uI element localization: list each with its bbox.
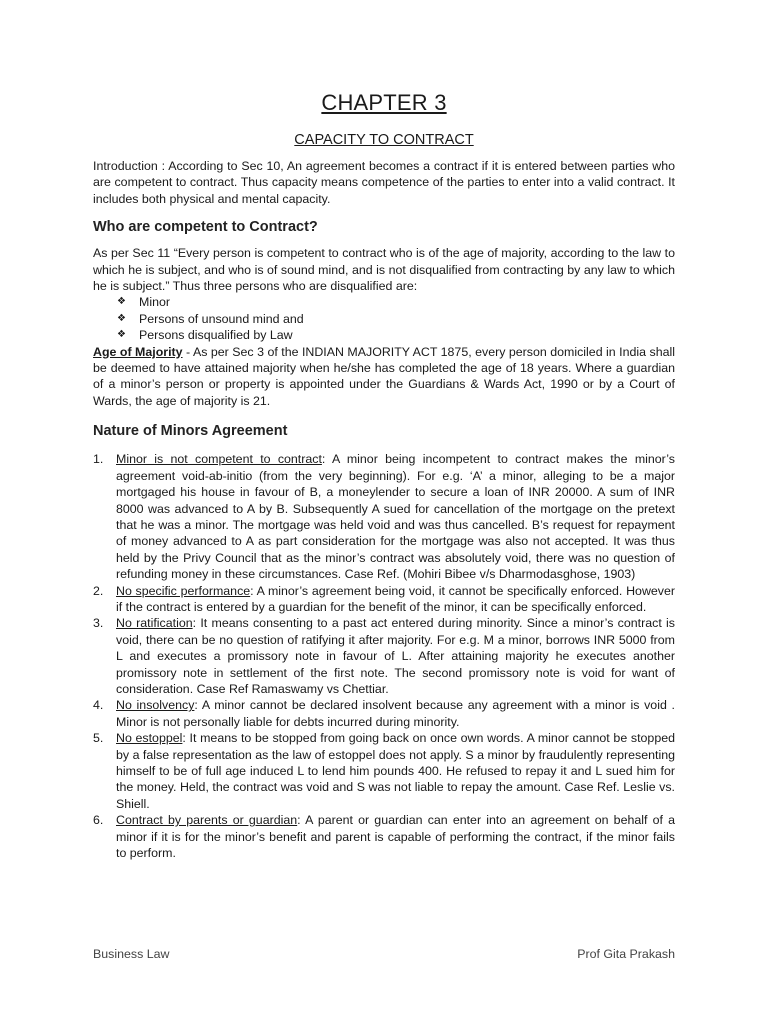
- item-body: [116, 615, 675, 697]
- item-number: 5.: [93, 731, 104, 746]
- item-body: [116, 451, 675, 582]
- list-item: [93, 583, 675, 616]
- item-body: [116, 730, 675, 812]
- competent-heading: Who are competent to Contract?: [93, 219, 318, 236]
- list-item: [117, 294, 675, 310]
- list-item: [117, 311, 675, 327]
- item-text: : It means to be stopped from going back on once own words. A minor cannot be stopped by a false representation as the law of estoppel does not apply. S a minor by fraudulently representing himself to be of full age induced L to lend him pounds 400. He refused to repay it and L sued him for the money. Held, the contract was void and S was not liable to repay the amount. Case Ref. Leslie vs. Shiell.: [116, 731, 675, 811]
- item-title: No ratification: [116, 616, 193, 631]
- list-item-text: Minor: [139, 295, 170, 310]
- footer-course: Business Law: [93, 947, 170, 961]
- item-number: 3.: [93, 616, 104, 631]
- item-text: : It means consenting to a past act entered during minority. Since a minor’s contract is void, there can be no question of ratifying it after majority. For e.g. M a minor, borrows INR 5000 from L and executes a promissory note in favour of L. After attaining majority he executes another promissory note in settlement of the first note. The second promissory note is void for want of consideration. Case Ref Ramaswamy vs Chettiar.: [116, 616, 675, 696]
- item-title: No estoppel: [116, 731, 183, 746]
- chapter-subtitle: CAPACITY TO CONTRACT: [294, 132, 474, 148]
- item-title: No insolvency: [116, 698, 195, 713]
- item-number: 2.: [93, 583, 104, 598]
- list-item: [93, 615, 675, 697]
- diamond-bullet-icon: ❖: [117, 312, 126, 324]
- chapter-title: CHAPTER 3: [321, 90, 447, 115]
- page-footer: [93, 947, 675, 961]
- item-title: No specific performance: [116, 583, 251, 598]
- intro-paragraph: Introduction : According to Sec 10, An agreement becomes a contract if it is entered between parties who are competent to contract. Thus capacity means competence of the parties to enter into a valid contract. It includes both physical and mental capacity.: [93, 159, 675, 206]
- footer-author: Prof Gita Prakash: [577, 947, 675, 961]
- item-title: Minor is not competent to contract: [116, 452, 322, 467]
- item-body: [116, 812, 675, 861]
- list-item: [93, 451, 675, 582]
- disqualified-list: [93, 294, 675, 343]
- age-of-majority-paragraph: [93, 344, 675, 410]
- list-item: [93, 812, 675, 861]
- list-item-text: Persons disqualified by Law: [139, 328, 293, 343]
- list-item: [117, 327, 675, 343]
- list-item-text: Persons of unsound mind and: [139, 311, 304, 326]
- item-text: : A parent or guardian can enter into an agreement on behalf of a minor if it is for the minor’s benefit and parent is capable of performing the contract, if the minor fails to perform.: [116, 813, 675, 861]
- nature-heading: Nature of Minors Agreement: [93, 423, 288, 440]
- item-body: [116, 583, 675, 616]
- page-content: [93, 88, 675, 861]
- item-text: : A minor cannot be declared insolvent because any agreement with a minor is void . Minor is not personally liable for debts incurred during minority.: [116, 698, 676, 729]
- age-of-majority-label: Age of Majority: [93, 344, 183, 359]
- item-number: 6.: [93, 813, 104, 828]
- item-text: : A minor’s agreement being void, it cannot be specifically enforced. However if the contract is entered by a guardian for the benefit of the minor, it can be specifically enforced.: [116, 583, 675, 614]
- list-item: [93, 697, 675, 730]
- list-item: [93, 730, 675, 812]
- item-body: [116, 697, 675, 730]
- diamond-bullet-icon: ❖: [117, 296, 126, 308]
- diamond-bullet-icon: ❖: [117, 329, 126, 341]
- competent-paragraph: As per Sec 11 “Every person is competent to contract who is of the age of majority, according to the law to which he is subject, and who is of sound mind, and is not disqualified from contracting by any law to which he is subject.” Thus three persons who are disqualified are:: [93, 246, 675, 294]
- nature-list: [93, 451, 675, 861]
- item-title: Contract by parents or guardian: [116, 813, 298, 828]
- item-number: 4.: [93, 698, 104, 713]
- item-text: : A minor being incompetent to contract makes the minor’s agreement void-ab-initio (from the very beginning). For e.g. ‘A’ a minor, alleging to be a major mortgaged his house in favour of B, a moneylender to secure a loan of INR 20000. A sum of INR 8000 was advanced to A by B. Subsequently A sued for cancellation of the mortgage on the pretext that he was a minor. The mortgage was held void and was thus cancelled. B’s request for repayment of money advanced to A as part consideration for the mortgage was also not accepted. It was thus held by the Privy Council that as the minor’s contract was absolutely void, there was no question of refunding money in these circumstances. Case Ref. (Mohiri Bibee v/s Dharmodasghose, 1903): [116, 452, 675, 582]
- item-number: 1.: [93, 452, 104, 467]
- age-of-majority-text: - As per Sec 3 of the INDIAN MAJORITY ACT 1875, every person domiciled in India shall be deemed to have attained majority when he/she has completed the age of 18 years. Where a guardian of a minor’s person or property is appointed under the Guardians & Wards Act, 1990 or by a Court of Wards, the age of majority is 21.: [93, 344, 675, 408]
